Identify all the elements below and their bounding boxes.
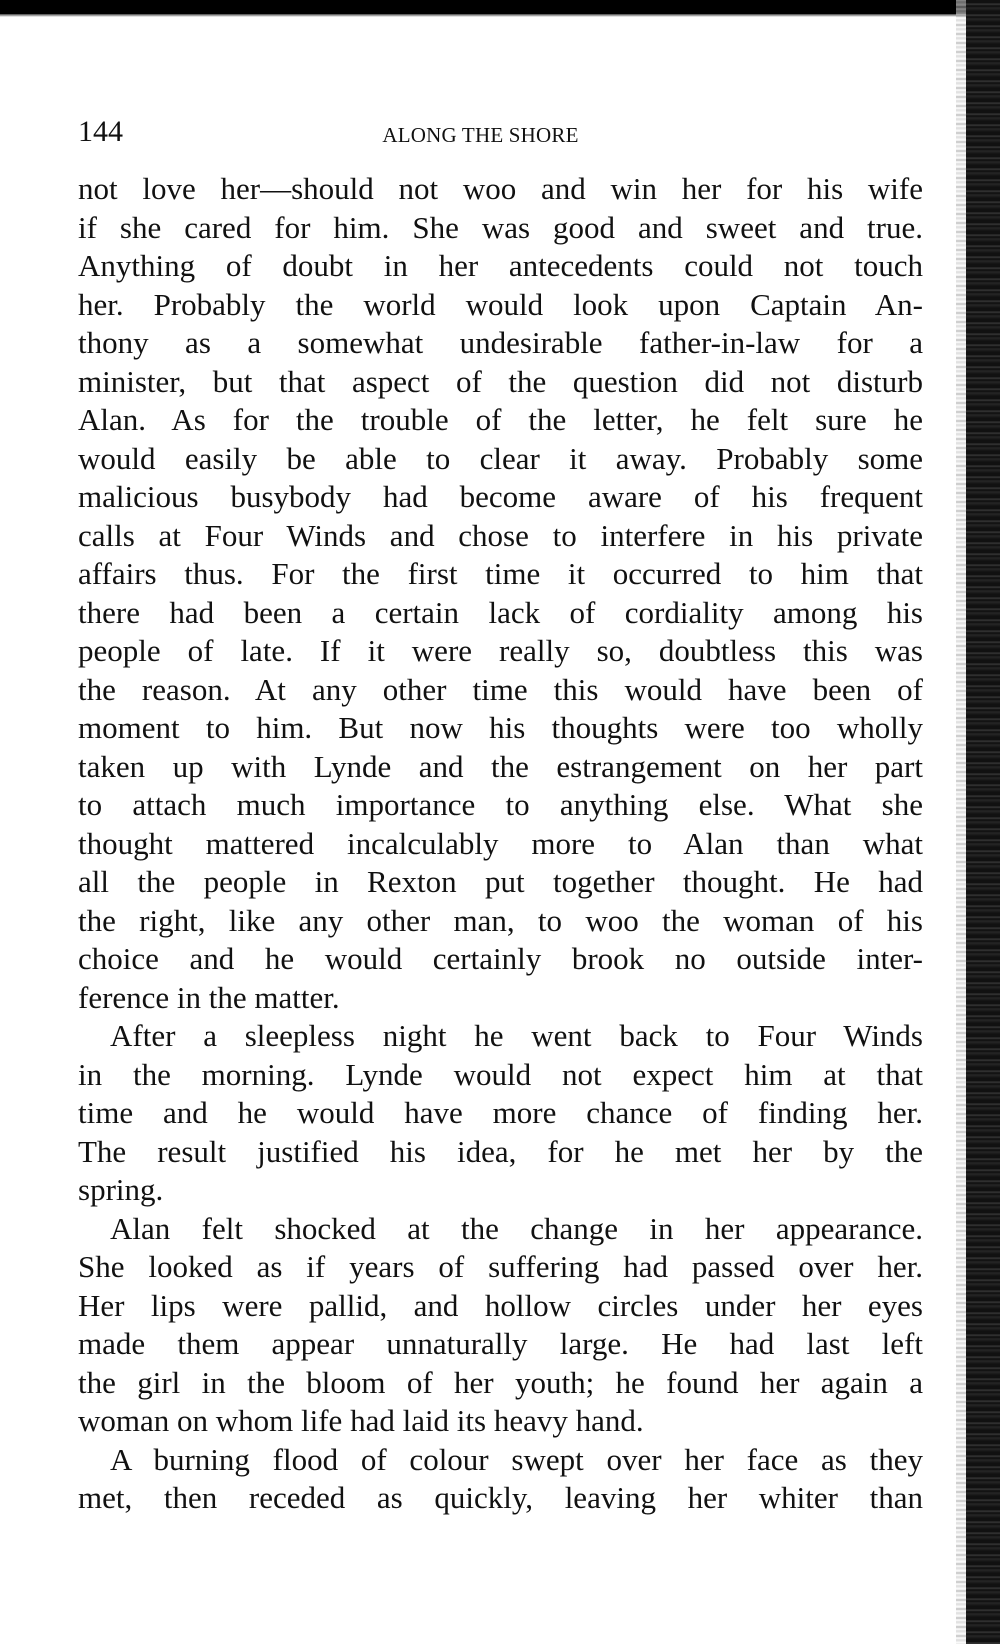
text-line: Her lips were pallid, and hollow circles under her eyes <box>78 1287 923 1323</box>
text-line: there had been a certain lack of cordiality among his <box>78 594 923 630</box>
text-line: thought mattered incalculably more to Alan than what <box>78 825 923 861</box>
text-line: woman on whom life had laid its heavy hand. <box>78 1403 644 1438</box>
text-line: the reason. At any other time this would have been of <box>78 671 923 707</box>
text-line: thony as a somewhat undesirable father-in-law for a <box>78 325 923 360</box>
text-line: ference in the matter. <box>78 979 340 1015</box>
text-line: time and he would have more chance of finding her. <box>78 1095 923 1130</box>
text-line: not love her—should not woo and win her for his wife <box>78 171 923 206</box>
text-line: the right, like any other man, to woo the woman of his <box>78 902 923 938</box>
text-line: choice and he would certainly brook no outside inter- <box>78 941 923 976</box>
text-line: malicious busybody had become aware of his frequent <box>78 479 923 514</box>
text-line: She looked as if years of suffering had passed over her. <box>78 1249 923 1284</box>
page-number: 144 <box>78 115 123 148</box>
text-line: taken up with Lynde and the estrangement on her part <box>78 748 923 784</box>
text-line: Alan. As for the trouble of the letter, he felt sure he <box>78 402 923 437</box>
text-line: would easily be able to clear it away. Probably some <box>78 440 923 476</box>
page-top-shadow <box>0 14 1000 17</box>
text-line: The result justified his idea, for he met her by the <box>78 1133 923 1169</box>
text-line: made them appear unnaturally large. He had last left <box>78 1326 923 1361</box>
text-line: the girl in the bloom of her youth; he found her again a <box>78 1364 923 1400</box>
text-line: calls at Four Winds and chose to interfere in his private <box>78 517 923 553</box>
text-line: met, then receded as quickly, leaving her whiter than <box>78 1480 923 1515</box>
running-head <box>78 112 923 152</box>
text-line: people of late. If it were really so, doubtless this was <box>78 633 923 668</box>
page-edge-shadow <box>956 0 966 1644</box>
paragraph-first-line: Alan felt shocked at the change in her appearance. <box>110 1210 923 1246</box>
text-line: minister, but that aspect of the question did not disturb <box>78 363 923 399</box>
text-line: to attach much importance to anything else. What she <box>78 787 923 822</box>
text-line: spring. <box>78 1172 164 1207</box>
text-line: in the morning. Lynde would not expect him at that <box>78 1056 923 1092</box>
book-spine-edge <box>966 0 1000 1644</box>
paragraph-first-line: After a sleepless night he went back to Four Winds <box>110 1018 923 1053</box>
text-line: affairs thus. For the first time it occurred to him that <box>78 556 923 591</box>
page-top-edge <box>0 0 1000 14</box>
body-text <box>78 170 923 1518</box>
text-line: her. Probably the world would look upon Captain An- <box>78 286 923 322</box>
text-line: Anything of doubt in her antecedents could not touch <box>78 248 923 283</box>
text-line: if she cared for him. She was good and sweet and true. <box>78 209 923 245</box>
running-title: ALONG THE SHORE <box>382 123 579 147</box>
text-line: moment to him. But now his thoughts were too wholly <box>78 710 923 745</box>
paragraph-first-line: A burning flood of colour swept over her face as they <box>110 1441 923 1477</box>
text-line: all the people in Rexton put together thought. He had <box>78 864 923 899</box>
